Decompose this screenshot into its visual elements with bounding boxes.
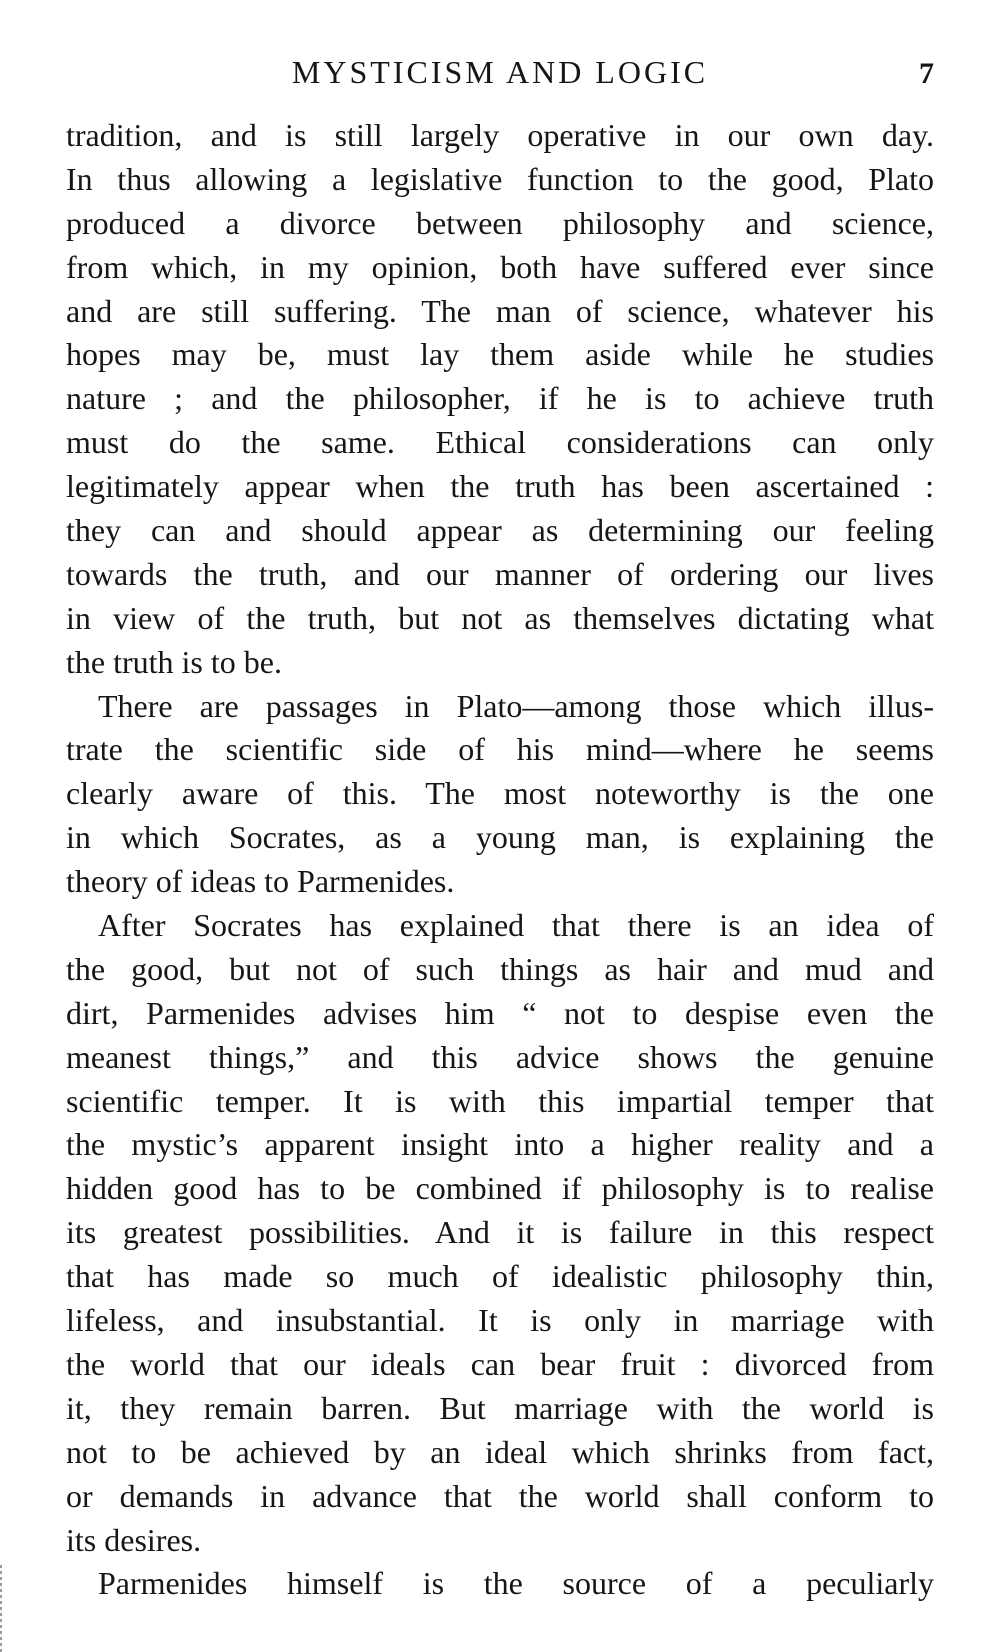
text-line: that has made so much of idealistic philosophy thin, (66, 1258, 934, 1295)
text-line: nature ; and the philosopher, if he is to achieve truth (66, 380, 934, 417)
text-line: hidden good has to be combined if philosophy is to realise (66, 1170, 934, 1207)
text-line: tradition, and is still largely operative in our own day. (66, 117, 934, 153)
text-line: not to be achieved by an ideal which shrinks from fact, (66, 1433, 934, 1470)
body-text (66, 114, 934, 1606)
text-line: the world that our ideals can bear fruit : divorced from (66, 1345, 934, 1382)
text-line: dirt, Parmenides advises him “ not to despise even the (66, 994, 934, 1031)
text-line: the mystic’s apparent insight into a higher reality and a (66, 1126, 934, 1163)
text-line: towards the truth, and our manner of ordering our lives (66, 555, 934, 592)
text-line: There are passages in Plato—among those which illus- (98, 687, 934, 724)
text-line: legitimately appear when the truth has been ascertained : (66, 468, 934, 505)
text-line: trate the scientific side of his mind—where he seems (66, 731, 934, 768)
running-title: MYSTICISM AND LOGIC (291, 54, 709, 90)
text-line: in view of the truth, but not as themselves dictating what (66, 599, 934, 636)
text-line: theory of ideas to Parmenides. (66, 863, 455, 900)
text-line: its greatest possibilities. And it is failure in this respect (66, 1214, 934, 1251)
text-line: clearly aware of this. The most noteworthy is the one (66, 775, 934, 812)
binding-edge-mark (0, 1565, 2, 1652)
text-line: scientific temper. It is with this impartial temper that (66, 1082, 934, 1119)
text-line: the good, but not of such things as hair and mud and (66, 950, 934, 987)
text-line: its desires. (66, 1521, 202, 1558)
text-line: and are still suffering. The man of science, whatever his (66, 292, 934, 329)
running-head (66, 52, 934, 92)
text-line: or demands in advance that the world shall conform to (66, 1477, 934, 1514)
text-line: in which Socrates, as a young man, is explaining the (66, 819, 934, 856)
text-line: produced a divorce between philosophy and science, (66, 204, 934, 241)
text-line: from which, in my opinion, both have suffered ever since (66, 248, 934, 285)
text-line: meanest things,” and this advice shows the genuine (66, 1038, 934, 1075)
text-line: lifeless, and insubstantial. It is only in marriage with (66, 1302, 934, 1339)
text-line: In thus allowing a legislative function to the good, Plato (66, 160, 934, 197)
text-line: they can and should appear as determining our feeling (66, 512, 934, 549)
text-line: hopes may be, must lay them aside while he studies (66, 336, 934, 373)
text-line: After Socrates has explained that there is an idea of (98, 907, 934, 944)
text-line: it, they remain barren. But marriage with the world is (66, 1389, 934, 1426)
page-number: 7 (919, 57, 934, 90)
text-line: the truth is to be. (66, 643, 282, 680)
text-line: must do the same. Ethical considerations can only (66, 424, 934, 461)
text-line: Parmenides himself is the source of a peculiarly (98, 1565, 934, 1602)
